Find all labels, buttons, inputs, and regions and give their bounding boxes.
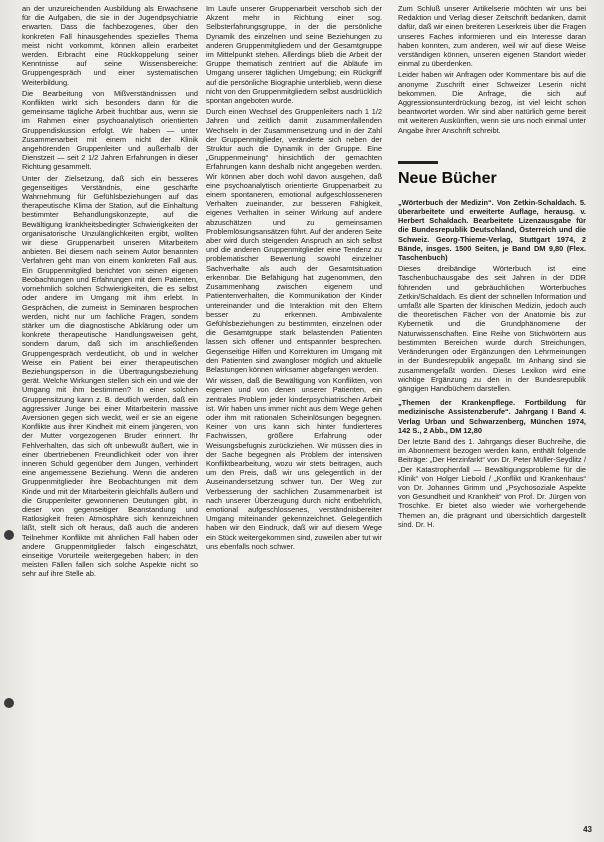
text-column-left <box>22 4 198 828</box>
paragraph: Leider haben wir Anfragen oder Kommentare bis auf die anonyme Zuschrift einer Schweizer Leserin nicht bekommen. Die Anfrage, die sich auf Aggressionsunterdrückung bezog, ist viel leicht schon beantwortet worden. Wir sind aber natürlich gerne bereit mit weiteren Auskünften, wenn sie uns noch einmal unter Angabe ihrer Anschrift schreibt. <box>398 70 586 135</box>
review-citation: „Wörterbuch der Medizin“. Von Zetkin-Schaldach. 5. überarbeitete und erweiterte Auflage, herausg. v. Herbert Schaldach. Bearbeitete Lizenzausgabe für die Bundesrepublik Deutschland, Österreich und die Schweiz. Georg-Thieme-Verlag, Stuttgart 1974, 2 Bände, insges. 1500 Seiten, je Band DM 9,80 (Flex. Taschenbuch) <box>398 197 586 263</box>
paragraph: Zum Schluß unserer Artikelserie möchten wir uns bei Redaktion und Verlag dieser Zeitschrift bedanken, damit dafür, daß wir einen breiteren Leserkreis über die Fragen unseres Faches informieren und ein Interesse daran haben konnten, zum anderen, weil wir auf diese Weise verständigen können, unseren eigenen Standort wieder einmal zu überdenken. <box>398 4 586 69</box>
punch-hole-bottom <box>4 698 14 708</box>
paragraph: Durch einen Wechsel des Gruppenleiters nach 1 1/2 Jahren und zeitlich damit zusammenfallenden Wechseln in der Zusammensetzung und in der Zahl der Gruppenmitglieder, veränderte sich neben der Struktur auch die Dynamik in der Gruppe. Eine „Gruppenmeinung“ hinsichtlich der gemachten Erfahrungen kann deshalb nicht angegeben werden. Wir können aber doch wohl davon ausgehen, daß eine psychoanalytisch orientierte Gruppenarbeit zu einem spontaneren, emotional aufgeschlosseneren Verhalten zueinander, zur besseren Fähigkeit, eigenes Verhalten in seiner Wirkung auf andere abzuschätzen und zu gemeinsamen Problemlösungsansätzen führt. Auf der anderen Seite aber wird durch steigenden Anspruch an sich selbst und die anderen Gruppenmitglieder eine Tendenz zu problematischer Bewertung sowohl einzelner Sachverhalte als auch der Gesamtsituation erkennbar. Die Befähigung hat zugenommen, den Zusammenhang zwischen eigenem und Patientenverhalten, die Kommunikation der Kinder untereinander und die Interaktion mit den Eltern besser zu erkennen. Ambivalente Gefühlsbeziehungen zu bestimmten, einzelnen oder die Gesamtgruppe stark belastenden Patienten lassen sich offener und entspannter besprechen. Gegenseitige Hilfen und Korrekturen im Umgang mit den Patienten sind zwangloser möglich und aktuelle Belastungen können wirksamer abgefangen werden. <box>206 107 382 374</box>
section-rule <box>398 161 438 164</box>
paragraph: Die Bearbeitung von Mißverständnissen und Konflikten wirkt sich besonders dann für die gemeinsame tägliche Arbeit fruchtbar aus, wenn sie im Rahmen einer psychoanalytisch orientierten Gruppendiskussion erfolgt. Wir haben — unter Zusammenarbeit mit einem nicht der Klinik angehörenden Gruppenleiter und außerhalb der Dienstzeit — seit 2 1/2 Jahren Erfahrungen in dieser Richtung gesammelt. <box>22 88 198 172</box>
paragraph: Unter der Zielsetzung, daß sich ein besseres gegenseitiges Verständnis, eine geschärfte Wahrnehmung für Gefühlsbeziehungen auf das therapeutische Klima der Station, auf die Einhaltung bestimmter Behandlungskonzepte, auf die Bewältigung krankheitsbedingter Schwierigkeiten der organisatorische Unzulänglichkeiten ergibt, wollten wir diese Gruppenarbeit unseren Mitarbeitern anbieten. Bei diesem nach seinem Autor benannten Verfahren geht man von einem konkreten Fall aus. Ein Gruppenmitglied berichtet von seinen eigenen Beobachtungen und Erfahrungen mit dem Patienten, vornehmlich solchen Schwierigkeiten, die es selbst oder andere im Umgang mit ihm erlebt. In Gesprächen, die zumeist in Seminaren besprochen werden, nicht nur um fachliche Fragen, sondern stärker um die diagnostische Abklärung oder um konkrete therapeutische Handlungsweisen geht, sondern darum, daß sich im anschließenden Gruppengespräch verdeutlicht, ob und in welcher Weise ein Patient bei einer therapeutischen Beziehungsperson in die Übertragungsbeziehung gerät. Welche Wirkungen stellen sich ein und wie der Umgang mit ihm bestimmen? In einer solchen Gruppensitzung kann z. B. deutlich werden, daß ein aggressiver Junge bei einer Mitarbeiterin massive Aversionen gegen sich weckt, weil er sie an eigene Konflikte aus ihrer Kindheit mit einem jüngeren, von der Mutter vorgezogenen Bruder erinnert. Ihr Fehlverhalten, das sich oft unbewußt äußert, wie in einer übertriebenen Freundlichkeit oder von ihrer inneren Schuld gegenüber dem Jungen, verhindert eine angemessene Beziehung. Wenn die anderen Gruppenmitglieder ihre Beobachtungen mit dem Kinde und mit der Mitarbeiterin gleichfalls äußern und die Gruppenleiter gewonnenen Deutungen gibt, in dieser von gegenseitiger Beanstandung und Ratlosigkeit freien Atmosphäre sich kennzeichnen läßt, stellt sich oft heraus, daß auch die anderen Teilnehmer Konflikte mit ähnlichen Fall haben oder andere Gruppenmitglieder falsch eingeschätzt, einseitige Vorurteile weitergegeben haben; in den meisten Fällen fallen sich solche Aspekte nicht so sehr auf ihre Stelle ab. <box>22 173 198 579</box>
punch-hole-top <box>4 530 14 540</box>
review-citation: „Themen der Krankenpflege. Fortbildung für medizinische Assistenzberufe“. Jahrgang I Band 4. Verlag Urban und Schwarzenberg, München 1974, 142 S., 2 Abb., DM 12,80 <box>398 398 586 435</box>
text-column-middle <box>206 4 382 828</box>
review-text: Der letzte Band des 1. Jahrgangs dieser Buchreihe, die im Abonnement bezogen werden kann, enthält folgende Beiträge: „Der Herzinfarkt“ von Dr. Peter Müller-Seydlitz / „Der Katastrophenfall — Bewältigungsprobleme für die Klinik“ von Holger Liebold / „Konflikt und Krankenhaus“ von Dr. Johannes Grimm und „Psychosoziale Aspekte von Gesundheit und Krankheit“ von Prof. Dr. Jürgen von Troschke. Er bietet also wieder wie vorhergehende Themen an, die prägnant und übersichtlich dargestellt sind. Dr. H. <box>398 436 586 529</box>
paragraph: Wir wissen, daß die Bewältigung von Konflikten, von eigenen und von denen unserer Patienten, ein zentrales Problem jeder kinderpsychiatrischen Arbeit ist. Wir haben uns immer nicht aus dem Wege gehen oder ihm mit rationalen Scheinlösungen begegnen. Keiner von uns kann sich hinter fundierteres Fachwissen, größere Erfahrung oder Weisungsbefugnis zurückziehen. Wir müssen dies in der Sache begegnen als Problem der intensiven Konfliktbearbeitung, wozu wir stets beitragen, auch um den Preis, daß wir uns gelegentlich in der Auseinandersetzung schwer tun. Der Weg zur Verbesserung der sachlichen Zusammenarbeit ist nach unserer Überzeugung durch nicht entbehrlich, emotional aufgeschlossenes, verständnisbereiter Umgang miteinander gekennzeichnet. Gelegentlich haben wir den Eindruck, daß wir auf diesem Wege ein Stück weitergekommen sind, zuweilen aber tut wir uns ebenfalls noch schwer. <box>206 376 382 551</box>
section-heading: Neue Bücher <box>398 169 497 187</box>
review-text: Dieses dreibändige Wörterbuch ist eine Taschenbuchausgabe des seit Jahren in der DDR führenden und gebräuchlichen Wörterbuches Zetkin/Schaldach. Es dient der schnellen Information und umfaßt alle Sparten der klinischen Medizin, jedoch auch die theoretischen Fächer von der Anatomie bis zur Kybernetik und die Grundphänomene der Naturwissenschaften. Eine Reihe von Stichwörtern aus bestimmten Bereichen wurde durch Streichungen, Veränderungen oder Ergänzungen den Lehrmeinungen in der Bundesrepublik angepaßt. Im Anhang sind sie zusammengefaßt worden. Dieses Lexikon wird eine wichtige Ergänzung zu den in der Bundesrepublik gängigen Handbüchern darstellen. <box>398 264 586 393</box>
paragraph: Im Laufe unserer Gruppenarbeit verschob sich der Akzent mehr in Richtung einer sog. Selbsterfahrungsgruppe, in der die persönliche Dynamik des einzelnen und seine Beziehungen zu anderen Gruppenmitgliedern und der Gesamtgruppe im Mittelpunkt stehen. Allerdings blieb die Arbeit der Gruppe thematisch zentriert auf die Abläufe im Umgang unserer täglichen Umgebung; ein Rückgriff auf die persönliche Biographie unterblieb, wenn diese nicht von den Gruppenmitgliedern selbst ausdrücklich spontan angeboten wurde. <box>206 4 382 106</box>
page-number: 43 <box>583 825 592 834</box>
paragraph: an der unzureichenden Ausbildung als Erwachsene für die Aufgaben, die sie in der Jugendpsychiatrie erwarten. Dass die fachbezogenes, über den konkreten Fall hinausgehendes spezielles Thema meist nicht vorkommt, können allein erarbeitet werden. Erbracht eine Rückkoppelung seiner Kenntnisse auf seine Wissensbereiche: Gruppengespräch und einer systematischen Weiterbildung. <box>22 4 198 87</box>
text-column-right <box>398 4 586 828</box>
